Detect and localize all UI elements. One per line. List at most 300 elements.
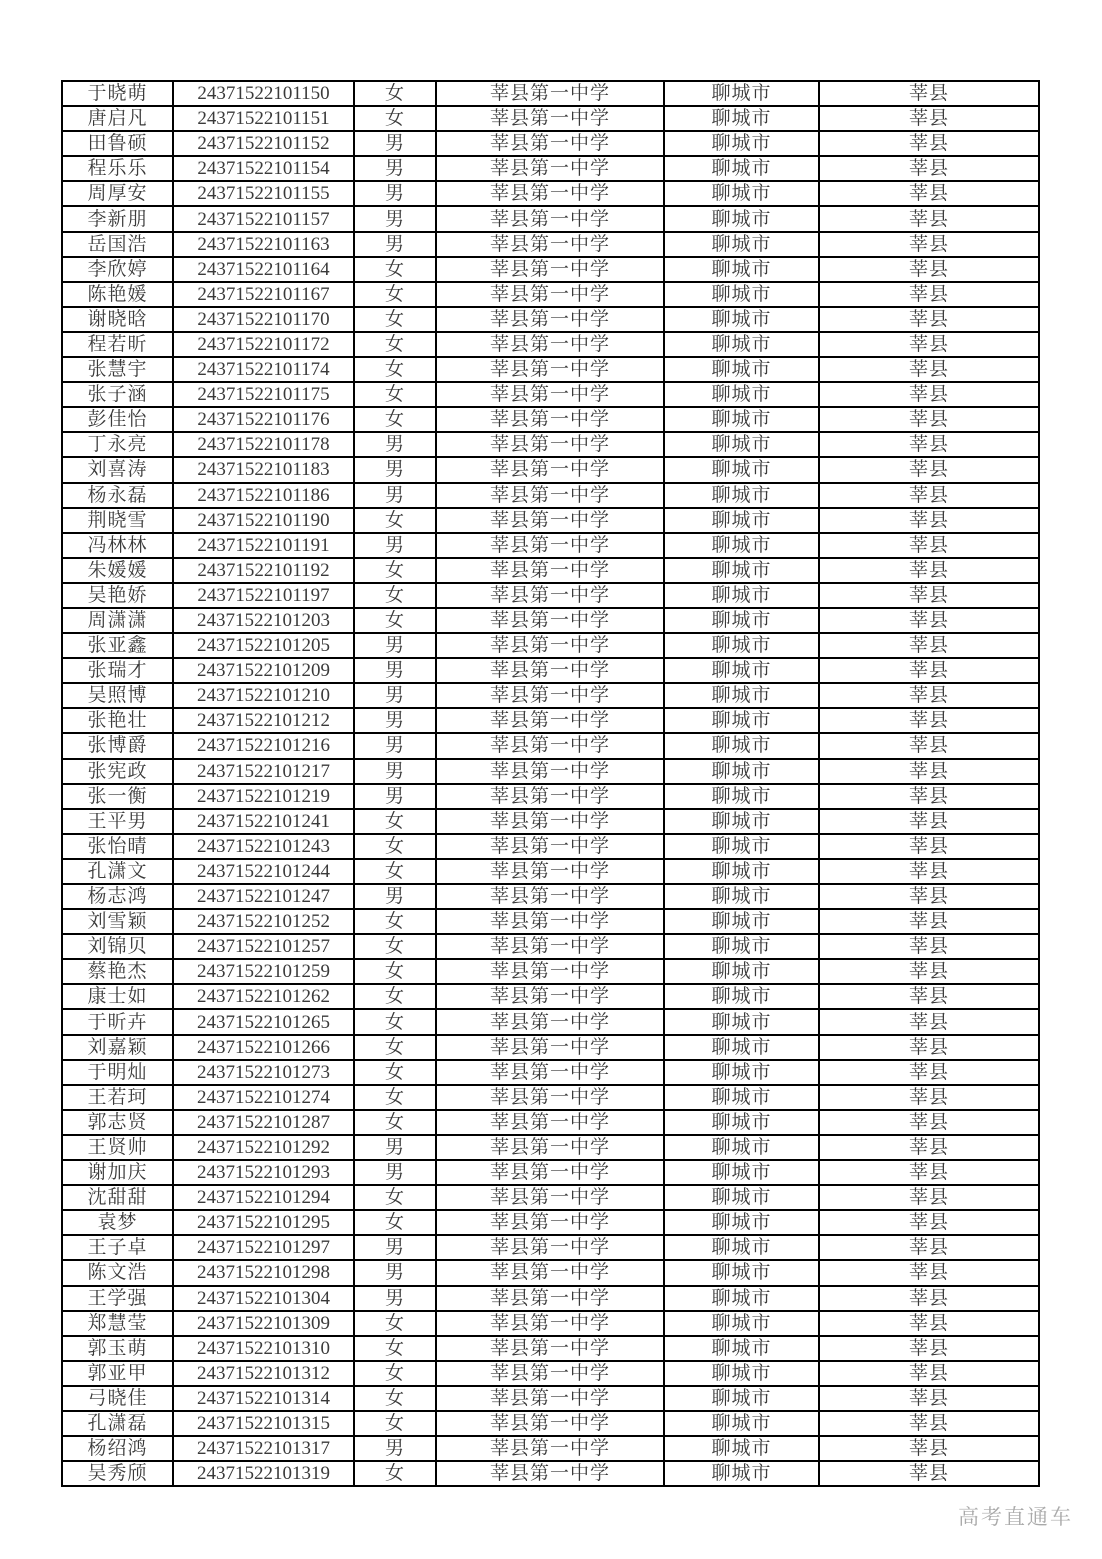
city-cell: 聊城市 <box>664 633 819 658</box>
exam-number-cell: 24371522101217 <box>173 759 354 784</box>
gender-cell: 男 <box>354 131 436 156</box>
name-cell: 吴秀颀 <box>62 1461 173 1486</box>
table-row <box>62 1085 1039 1110</box>
city-cell: 聊城市 <box>664 508 819 533</box>
county-cell: 莘县 <box>819 683 1039 708</box>
name-cell: 刘锦贝 <box>62 934 173 959</box>
county-cell: 莘县 <box>819 1035 1039 1060</box>
school-cell: 莘县第一中学 <box>436 181 664 206</box>
city-cell: 聊城市 <box>664 809 819 834</box>
gender-cell: 女 <box>354 558 436 583</box>
city-cell: 聊城市 <box>664 106 819 131</box>
exam-number-cell: 24371522101186 <box>173 483 354 508</box>
exam-number-cell: 24371522101265 <box>173 1009 354 1034</box>
gender-cell: 女 <box>354 1110 436 1135</box>
gender-cell: 女 <box>354 407 436 432</box>
table-row <box>62 633 1039 658</box>
exam-number-cell: 24371522101163 <box>173 232 354 257</box>
name-cell: 丁永亮 <box>62 432 173 457</box>
name-cell: 弓晓佳 <box>62 1386 173 1411</box>
county-cell: 莘县 <box>819 181 1039 206</box>
exam-number-cell: 24371522101174 <box>173 357 354 382</box>
exam-number-cell: 24371522101155 <box>173 181 354 206</box>
table-row <box>62 1361 1039 1386</box>
gender-cell: 男 <box>354 683 436 708</box>
table-row <box>62 959 1039 984</box>
gender-cell: 女 <box>354 106 436 131</box>
table-row <box>62 181 1039 206</box>
county-cell: 莘县 <box>819 1260 1039 1285</box>
gender-cell: 女 <box>354 307 436 332</box>
county-cell: 莘县 <box>819 1085 1039 1110</box>
gender-cell: 女 <box>354 1311 436 1336</box>
gender-cell: 女 <box>354 909 436 934</box>
gender-cell: 男 <box>354 232 436 257</box>
city-cell: 聊城市 <box>664 457 819 482</box>
school-cell: 莘县第一中学 <box>436 708 664 733</box>
name-cell: 岳国浩 <box>62 232 173 257</box>
table-row <box>62 1286 1039 1311</box>
gender-cell: 女 <box>354 257 436 282</box>
table-row <box>62 432 1039 457</box>
school-cell: 莘县第一中学 <box>436 1085 664 1110</box>
county-cell: 莘县 <box>819 884 1039 909</box>
city-cell: 聊城市 <box>664 984 819 1009</box>
exam-number-cell: 24371522101259 <box>173 959 354 984</box>
county-cell: 莘县 <box>819 984 1039 1009</box>
county-cell: 莘县 <box>819 959 1039 984</box>
name-cell: 张一衡 <box>62 784 173 809</box>
exam-number-cell: 24371522101294 <box>173 1185 354 1210</box>
exam-number-cell: 24371522101154 <box>173 156 354 181</box>
school-cell: 莘县第一中学 <box>436 1235 664 1260</box>
school-cell: 莘县第一中学 <box>436 1185 664 1210</box>
city-cell: 聊城市 <box>664 357 819 382</box>
school-cell: 莘县第一中学 <box>436 834 664 859</box>
city-cell: 聊城市 <box>664 206 819 231</box>
exam-number-cell: 24371522101319 <box>173 1461 354 1486</box>
table-row <box>62 1185 1039 1210</box>
gender-cell: 女 <box>354 1035 436 1060</box>
name-cell: 周厚安 <box>62 181 173 206</box>
county-cell: 莘县 <box>819 1286 1039 1311</box>
name-cell: 谢晓晗 <box>62 307 173 332</box>
gender-cell: 女 <box>354 81 436 106</box>
table-row <box>62 332 1039 357</box>
gender-cell: 女 <box>354 1336 436 1361</box>
school-cell: 莘县第一中学 <box>436 784 664 809</box>
name-cell: 王学强 <box>62 1286 173 1311</box>
school-cell: 莘县第一中学 <box>436 1009 664 1034</box>
name-cell: 于昕卉 <box>62 1009 173 1034</box>
exam-number-cell: 24371522101212 <box>173 708 354 733</box>
table-row <box>62 984 1039 1009</box>
county-cell: 莘县 <box>819 1461 1039 1486</box>
gender-cell: 女 <box>354 834 436 859</box>
name-cell: 程乐乐 <box>62 156 173 181</box>
county-cell: 莘县 <box>819 407 1039 432</box>
table-row <box>62 1411 1039 1436</box>
table-row <box>62 1386 1039 1411</box>
gender-cell: 女 <box>354 583 436 608</box>
gender-cell: 男 <box>354 483 436 508</box>
name-cell: 杨志鸿 <box>62 884 173 909</box>
exam-number-cell: 24371522101266 <box>173 1035 354 1060</box>
exam-number-cell: 24371522101157 <box>173 206 354 231</box>
city-cell: 聊城市 <box>664 282 819 307</box>
name-cell: 孔潇磊 <box>62 1411 173 1436</box>
county-cell: 莘县 <box>819 934 1039 959</box>
county-cell: 莘县 <box>819 1436 1039 1461</box>
table-row <box>62 382 1039 407</box>
school-cell: 莘县第一中学 <box>436 859 664 884</box>
city-cell: 聊城市 <box>664 131 819 156</box>
name-cell: 王子卓 <box>62 1235 173 1260</box>
gender-cell: 女 <box>354 1411 436 1436</box>
city-cell: 聊城市 <box>664 1110 819 1135</box>
name-cell: 李新朋 <box>62 206 173 231</box>
school-cell: 莘县第一中学 <box>436 332 664 357</box>
exam-number-cell: 24371522101175 <box>173 382 354 407</box>
school-cell: 莘县第一中学 <box>436 759 664 784</box>
name-cell: 袁梦 <box>62 1210 173 1235</box>
table-row <box>62 1235 1039 1260</box>
gender-cell: 男 <box>354 708 436 733</box>
county-cell: 莘县 <box>819 282 1039 307</box>
exam-number-cell: 24371522101192 <box>173 558 354 583</box>
exam-number-cell: 24371522101241 <box>173 809 354 834</box>
county-cell: 莘县 <box>819 332 1039 357</box>
exam-number-cell: 24371522101315 <box>173 1411 354 1436</box>
county-cell: 莘县 <box>819 633 1039 658</box>
city-cell: 聊城市 <box>664 232 819 257</box>
table-row <box>62 1135 1039 1160</box>
table-row <box>62 508 1039 533</box>
city-cell: 聊城市 <box>664 1210 819 1235</box>
school-cell: 莘县第一中学 <box>436 232 664 257</box>
table-row <box>62 257 1039 282</box>
county-cell: 莘县 <box>819 357 1039 382</box>
exam-number-cell: 24371522101309 <box>173 1311 354 1336</box>
table-row <box>62 708 1039 733</box>
name-cell: 于明灿 <box>62 1060 173 1085</box>
county-cell: 莘县 <box>819 733 1039 758</box>
exam-number-cell: 24371522101152 <box>173 131 354 156</box>
exam-number-cell: 24371522101176 <box>173 407 354 432</box>
city-cell: 聊城市 <box>664 257 819 282</box>
county-cell: 莘县 <box>819 1386 1039 1411</box>
school-cell: 莘县第一中学 <box>436 1160 664 1185</box>
school-cell: 莘县第一中学 <box>436 206 664 231</box>
gender-cell: 男 <box>354 1260 436 1285</box>
name-cell: 郭玉萌 <box>62 1336 173 1361</box>
name-cell: 刘喜涛 <box>62 457 173 482</box>
county-cell: 莘县 <box>819 457 1039 482</box>
school-cell: 莘县第一中学 <box>436 1436 664 1461</box>
county-cell: 莘县 <box>819 206 1039 231</box>
table-row <box>62 809 1039 834</box>
county-cell: 莘县 <box>819 1110 1039 1135</box>
gender-cell: 女 <box>354 332 436 357</box>
county-cell: 莘县 <box>819 1311 1039 1336</box>
exam-number-cell: 24371522101210 <box>173 683 354 708</box>
name-cell: 康士如 <box>62 984 173 1009</box>
gender-cell: 女 <box>354 859 436 884</box>
exam-number-cell: 24371522101247 <box>173 884 354 909</box>
county-cell: 莘县 <box>819 1060 1039 1085</box>
name-cell: 杨永磊 <box>62 483 173 508</box>
city-cell: 聊城市 <box>664 558 819 583</box>
name-cell: 刘嘉颖 <box>62 1035 173 1060</box>
exam-number-cell: 24371522101150 <box>173 81 354 106</box>
exam-number-cell: 24371522101252 <box>173 909 354 934</box>
school-cell: 莘县第一中学 <box>436 809 664 834</box>
exam-number-cell: 24371522101295 <box>173 1210 354 1235</box>
school-cell: 莘县第一中学 <box>436 1210 664 1235</box>
student-table-body <box>62 81 1039 1486</box>
county-cell: 莘县 <box>819 483 1039 508</box>
county-cell: 莘县 <box>819 1185 1039 1210</box>
school-cell: 莘县第一中学 <box>436 432 664 457</box>
school-cell: 莘县第一中学 <box>436 1336 664 1361</box>
county-cell: 莘县 <box>819 508 1039 533</box>
name-cell: 沈甜甜 <box>62 1185 173 1210</box>
school-cell: 莘县第一中学 <box>436 683 664 708</box>
gender-cell: 女 <box>354 959 436 984</box>
city-cell: 聊城市 <box>664 759 819 784</box>
county-cell: 莘县 <box>819 909 1039 934</box>
table-row <box>62 859 1039 884</box>
name-cell: 王贤帅 <box>62 1135 173 1160</box>
county-cell: 莘县 <box>819 784 1039 809</box>
table-row <box>62 131 1039 156</box>
city-cell: 聊城市 <box>664 1160 819 1185</box>
table-row <box>62 1436 1039 1461</box>
gender-cell: 女 <box>354 282 436 307</box>
gender-cell: 男 <box>354 181 436 206</box>
city-cell: 聊城市 <box>664 784 819 809</box>
school-cell: 莘县第一中学 <box>436 1260 664 1285</box>
table-row <box>62 1060 1039 1085</box>
school-cell: 莘县第一中学 <box>436 457 664 482</box>
gender-cell: 男 <box>354 658 436 683</box>
name-cell: 张艳壮 <box>62 708 173 733</box>
gender-cell: 女 <box>354 1210 436 1235</box>
school-cell: 莘县第一中学 <box>436 583 664 608</box>
exam-number-cell: 24371522101297 <box>173 1235 354 1260</box>
name-cell: 吴艳娇 <box>62 583 173 608</box>
gender-cell: 男 <box>354 759 436 784</box>
name-cell: 周潇潇 <box>62 608 173 633</box>
exam-number-cell: 24371522101203 <box>173 608 354 633</box>
name-cell: 张瑞才 <box>62 658 173 683</box>
city-cell: 聊城市 <box>664 1436 819 1461</box>
exam-number-cell: 24371522101209 <box>173 658 354 683</box>
table-row <box>62 156 1039 181</box>
county-cell: 莘县 <box>819 257 1039 282</box>
table-row <box>62 106 1039 131</box>
school-cell: 莘县第一中学 <box>436 106 664 131</box>
table-row <box>62 733 1039 758</box>
gender-cell: 女 <box>354 1185 436 1210</box>
city-cell: 聊城市 <box>664 1185 819 1210</box>
table-row <box>62 282 1039 307</box>
exam-number-cell: 24371522101219 <box>173 784 354 809</box>
county-cell: 莘县 <box>819 608 1039 633</box>
name-cell: 吴照博 <box>62 683 173 708</box>
city-cell: 聊城市 <box>664 1386 819 1411</box>
gender-cell: 女 <box>354 508 436 533</box>
school-cell: 莘县第一中学 <box>436 483 664 508</box>
name-cell: 郑慧莹 <box>62 1311 173 1336</box>
name-cell: 于晓萌 <box>62 81 173 106</box>
name-cell: 张怡晴 <box>62 834 173 859</box>
gender-cell: 男 <box>354 884 436 909</box>
school-cell: 莘县第一中学 <box>436 407 664 432</box>
county-cell: 莘县 <box>819 1361 1039 1386</box>
gender-cell: 男 <box>354 1160 436 1185</box>
school-cell: 莘县第一中学 <box>436 1461 664 1486</box>
city-cell: 聊城市 <box>664 909 819 934</box>
school-cell: 莘县第一中学 <box>436 1311 664 1336</box>
school-cell: 莘县第一中学 <box>436 307 664 332</box>
county-cell: 莘县 <box>819 1135 1039 1160</box>
city-cell: 聊城市 <box>664 1461 819 1486</box>
gender-cell: 男 <box>354 1436 436 1461</box>
gender-cell: 女 <box>354 1009 436 1034</box>
city-cell: 聊城市 <box>664 1361 819 1386</box>
city-cell: 聊城市 <box>664 959 819 984</box>
table-row <box>62 759 1039 784</box>
name-cell: 孔潇文 <box>62 859 173 884</box>
exam-number-cell: 24371522101167 <box>173 282 354 307</box>
city-cell: 聊城市 <box>664 884 819 909</box>
county-cell: 莘县 <box>819 708 1039 733</box>
school-cell: 莘县第一中学 <box>436 156 664 181</box>
county-cell: 莘县 <box>819 131 1039 156</box>
name-cell: 杨绍鸿 <box>62 1436 173 1461</box>
city-cell: 聊城市 <box>664 608 819 633</box>
city-cell: 聊城市 <box>664 181 819 206</box>
city-cell: 聊城市 <box>664 1009 819 1034</box>
table-row <box>62 357 1039 382</box>
county-cell: 莘县 <box>819 232 1039 257</box>
exam-number-cell: 24371522101274 <box>173 1085 354 1110</box>
name-cell: 陈文浩 <box>62 1260 173 1285</box>
city-cell: 聊城市 <box>664 81 819 106</box>
gender-cell: 男 <box>354 1235 436 1260</box>
school-cell: 莘县第一中学 <box>436 1361 664 1386</box>
exam-number-cell: 24371522101310 <box>173 1336 354 1361</box>
school-cell: 莘县第一中学 <box>436 508 664 533</box>
exam-number-cell: 24371522101257 <box>173 934 354 959</box>
table-row <box>62 784 1039 809</box>
school-cell: 莘县第一中学 <box>436 131 664 156</box>
table-row <box>62 81 1039 106</box>
school-cell: 莘县第一中学 <box>436 658 664 683</box>
name-cell: 王若珂 <box>62 1085 173 1110</box>
school-cell: 莘县第一中学 <box>436 733 664 758</box>
gender-cell: 女 <box>354 1361 436 1386</box>
school-cell: 莘县第一中学 <box>436 884 664 909</box>
table-row <box>62 1336 1039 1361</box>
county-cell: 莘县 <box>819 759 1039 784</box>
city-cell: 聊城市 <box>664 1311 819 1336</box>
name-cell: 张亚鑫 <box>62 633 173 658</box>
city-cell: 聊城市 <box>664 307 819 332</box>
table-row <box>62 1461 1039 1486</box>
city-cell: 聊城市 <box>664 834 819 859</box>
gender-cell: 女 <box>354 608 436 633</box>
table-row <box>62 909 1039 934</box>
table-row <box>62 934 1039 959</box>
city-cell: 聊城市 <box>664 859 819 884</box>
exam-number-cell: 24371522101262 <box>173 984 354 1009</box>
gender-cell: 男 <box>354 1135 436 1160</box>
city-cell: 聊城市 <box>664 1336 819 1361</box>
name-cell: 张博爵 <box>62 733 173 758</box>
exam-number-cell: 24371522101293 <box>173 1160 354 1185</box>
name-cell: 唐启凡 <box>62 106 173 131</box>
table-row <box>62 1260 1039 1285</box>
name-cell: 郭亚甲 <box>62 1361 173 1386</box>
county-cell: 莘县 <box>819 533 1039 558</box>
school-cell: 莘县第一中学 <box>436 934 664 959</box>
school-cell: 莘县第一中学 <box>436 558 664 583</box>
school-cell: 莘县第一中学 <box>436 533 664 558</box>
name-cell: 郭志贤 <box>62 1110 173 1135</box>
gender-cell: 女 <box>354 382 436 407</box>
school-cell: 莘县第一中学 <box>436 1110 664 1135</box>
city-cell: 聊城市 <box>664 708 819 733</box>
county-cell: 莘县 <box>819 1210 1039 1235</box>
gender-cell: 男 <box>354 633 436 658</box>
name-cell: 田鲁硕 <box>62 131 173 156</box>
name-cell: 张慧宇 <box>62 357 173 382</box>
name-cell: 程若昕 <box>62 332 173 357</box>
table-row <box>62 1035 1039 1060</box>
gender-cell: 女 <box>354 809 436 834</box>
gender-cell: 女 <box>354 1461 436 1486</box>
name-cell: 李欣婷 <box>62 257 173 282</box>
exam-number-cell: 24371522101216 <box>173 733 354 758</box>
exam-number-cell: 24371522101287 <box>173 1110 354 1135</box>
table-row <box>62 558 1039 583</box>
city-cell: 聊城市 <box>664 1235 819 1260</box>
exam-number-cell: 24371522101304 <box>173 1286 354 1311</box>
name-cell: 王平男 <box>62 809 173 834</box>
school-cell: 莘县第一中学 <box>436 81 664 106</box>
exam-number-cell: 24371522101190 <box>173 508 354 533</box>
name-cell: 谢加庆 <box>62 1160 173 1185</box>
table-row <box>62 1160 1039 1185</box>
school-cell: 莘县第一中学 <box>436 282 664 307</box>
school-cell: 莘县第一中学 <box>436 1386 664 1411</box>
table-row <box>62 407 1039 432</box>
county-cell: 莘县 <box>819 834 1039 859</box>
exam-number-cell: 24371522101164 <box>173 257 354 282</box>
school-cell: 莘县第一中学 <box>436 1035 664 1060</box>
school-cell: 莘县第一中学 <box>436 959 664 984</box>
exam-number-cell: 24371522101317 <box>173 1436 354 1461</box>
city-cell: 聊城市 <box>664 382 819 407</box>
school-cell: 莘县第一中学 <box>436 257 664 282</box>
school-cell: 莘县第一中学 <box>436 909 664 934</box>
table-row <box>62 658 1039 683</box>
school-cell: 莘县第一中学 <box>436 382 664 407</box>
name-cell: 张宪政 <box>62 759 173 784</box>
county-cell: 莘县 <box>819 382 1039 407</box>
